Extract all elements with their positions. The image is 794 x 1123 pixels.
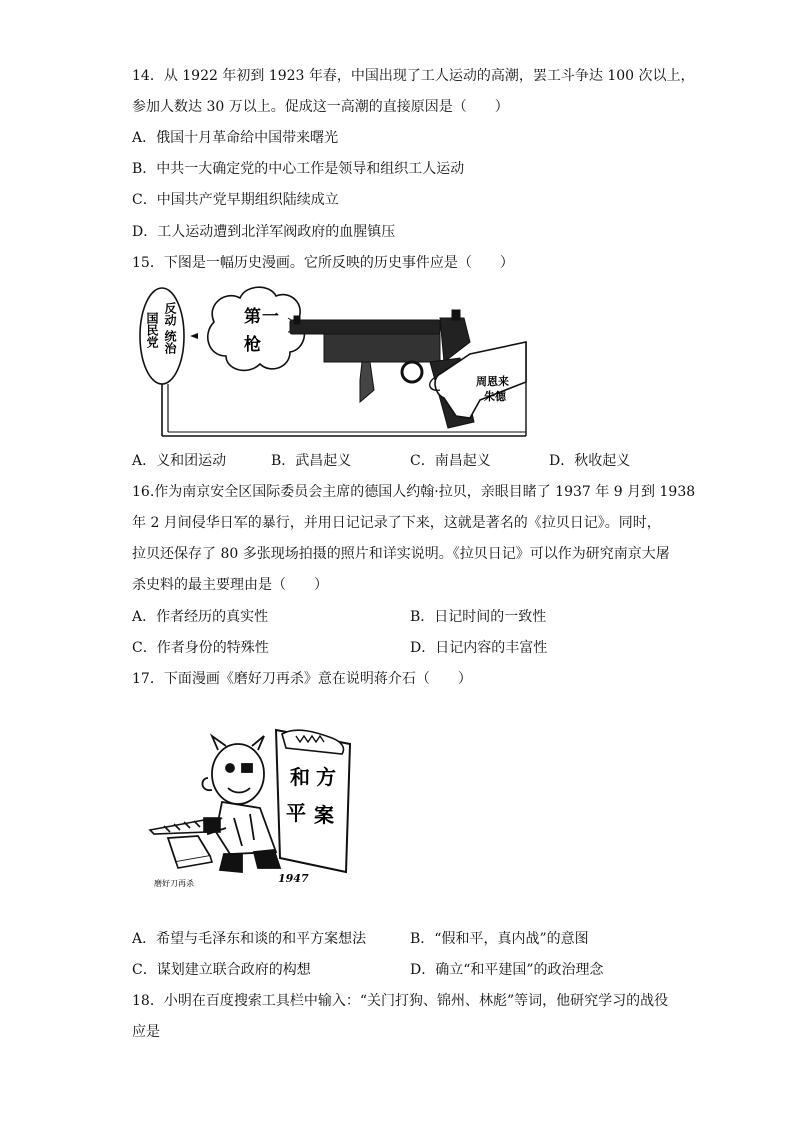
sign-text-3: 平 xyxy=(286,801,306,825)
oval-text-col1: 反动 xyxy=(163,302,177,326)
cloud-text-1: 第 xyxy=(244,307,261,327)
q17-option-d: D．确立“和平建国”的政治理念 xyxy=(410,962,604,978)
q16-option-a: A．作者经历的真实性 xyxy=(132,609,269,625)
oval-text-col3: 国民党 xyxy=(145,312,159,348)
q17-option-b: B．“假和平，真内战”的意图 xyxy=(410,931,589,947)
cloud-text-3: 枪 xyxy=(244,335,261,355)
q16-option-d: D．日记内容的丰富性 xyxy=(410,640,548,656)
q15-option-a: A．义和团运动 xyxy=(132,453,227,469)
q16-stem-line2: 年 2 月间侵华日军的暴行，并用日记记录了下来，这就是著名的《拉贝日记》。同时， xyxy=(132,515,661,531)
q15-cartoon-pistol xyxy=(134,282,530,442)
cloud-text-2: 一 xyxy=(262,307,279,327)
q15-option-b: B．武昌起义 xyxy=(271,453,352,469)
hand-label-2: 朱德 xyxy=(484,390,506,403)
chiang-figure xyxy=(202,736,280,872)
q17-stem: 17．下面漫画《磨好刀再杀》意在说明蒋介石（ ） xyxy=(132,671,472,687)
q16-stem-line4: 杀史料的最主要理由是（ ） xyxy=(132,577,328,593)
sign-text-2: 方 xyxy=(316,765,336,789)
knife-drawing xyxy=(150,818,220,834)
q17-cartoon-knife xyxy=(146,722,360,892)
q17-option-c: C．谋划建立联合政府的构想 xyxy=(132,962,311,978)
sign-text-4: 案 xyxy=(314,803,334,827)
cartoon-caption: 磨好刀再杀 xyxy=(154,879,194,888)
q14-stem-line1: 14．从 1922 年初到 1923 年春，中国出现了工人运动的高潮，罢工斗争达 100 次以上， xyxy=(132,68,695,84)
q17-option-a: A．希望与毛泽东和谈的和平方案想法 xyxy=(132,931,367,947)
q16-option-c: C．作者身份的特殊性 xyxy=(132,640,269,656)
hand-label-1: 周恩来 xyxy=(476,375,509,388)
q18-stem-line1: 18．小明在百度搜索工具栏中输入：“关门打狗、锦州、林彪”等词，他研究学习的战役 xyxy=(132,993,669,1009)
oval-text-col2: 统治 xyxy=(163,330,177,354)
q16-option-b: B．日记时间的一致性 xyxy=(410,609,547,625)
cartoon-year: 1947 xyxy=(278,872,309,885)
q15-option-d: D．秋收起义 xyxy=(549,453,631,469)
q15-option-c: C．南昌起义 xyxy=(410,453,491,469)
q16-stem-line1: 16.作为南京安全区国际委员会主席的德国人约翰·拉贝，亲眼目睹了 1937 年 9 月到 1938 xyxy=(132,484,696,500)
q14-option-d: D．工人运动遭到北洋军阀政府的血腥镇压 xyxy=(132,224,396,240)
sign-text-1: 和 xyxy=(290,765,310,789)
q15-stem: 15．下图是一幅历史漫画。它所反映的历史事件应是（ ） xyxy=(132,255,514,271)
q16-stem-line3: 拉贝还保存了 80 多张现场拍摄的照片和详实说明。《拉贝日记》可以作为研究南京大屠 xyxy=(132,546,670,562)
q14-option-b: B．中共一大确定党的中心工作是领导和组织工人运动 xyxy=(132,161,465,177)
q14-option-c: C．中国共产党早期组织陆续成立 xyxy=(132,192,339,208)
q14-option-a: A．俄国十月革命给中国带来曙光 xyxy=(132,130,339,146)
q14-stem-line2: 参加人数达 30 万以上。促成这一高潮的直接原因是（ ） xyxy=(132,99,509,115)
q18-stem-line2: 应是 xyxy=(132,1024,160,1040)
